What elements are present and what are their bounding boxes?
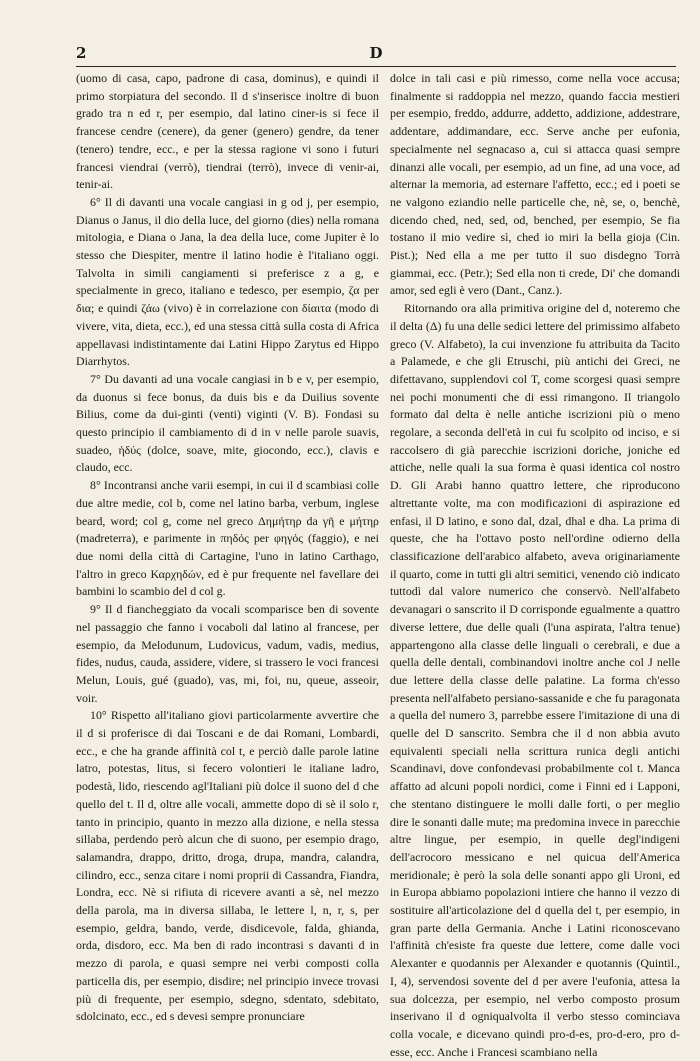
paragraph: Ritornando ora alla primitiva origine del d, noteremo che il delta (Δ) fu una delle sedici lettere del primissimo alfabeto greco (V. Alfabeto), la cui invenzione fu attribuita da Tacito a Palamede, e che gli Etruschi, più antichi dei Greci, ne difettavano, supplendovi col T, come scorgesi quasi sempre nei pochi monumenti che di essi rimangono. Il triangolo formato dal delta è nelle antiche iscrizioni più o meno regolare, a seconda dell'età in cui fu scolpito od inciso, e si raccolsero di già parecchie iscrizioni doriche, joniche ed attiche, nelle quali la sua forma è quasi identica col nostro D. Gli Arabi hanno quattro lettere, che riproducono altrettante volte, ma con modificazioni di aspirazione ed enfasi, il D latino, e sono dal, dzal, dhal e dha. La prima di queste, che ha l'ottavo posto nell'ordine odierno della classificazione dell'arabico alfabeto, aveva originariamente il quarto, come in tutti gli altri semitici, venendo ciò indicato tuttodì dal valore numerico che conservò. Nell'alfabeto devanagari o sanscrito il D corrisponde egualmente a quattro diverse lettere, due delle quali (l'una aspirata, l'altra tenue) appartengono alla classe delle linguali o cerebrali, e due a quella delle dentali, combinandovi inoltre anche col J nelle due lettere della classe delle palatine. La forma ch'esso presenta nell'alfabeto persiano-sassanide e che fu paragonata a quella del numero 3, parrebbe essere l'imitazione di una di quelle del D sanscrito. Sembra che il d non abbia avuto equivalenti speciali nella scrittura runica degli antichi Scandinavi, dove confondevasi probabilmente col t. Manca affatto ad alcuni popoli nordici, come i Finni ed i Lapponi, che stentano distinguere le molli dalle forti, o per meglio dire le sonanti dalle mute; ma predomina invece in parecchie altre lingue, per esempio, in quelle degl'indigeni dell'acrocoro messicano e nel quicua dell'America meridionale; è però la sola delle sonanti appo gli Uroni, ed in Europa abbiamo popolazioni intiere che hanno il vezzo di sostituire all'articolazione del d quella del t, per esempio, in gran parte della Germania. Anche i Latini riconoscevano l'affinità ch'esiste fra queste due lettere, come dalle voci Alexanter e quodannis per Alexander e quotannis (Quintil., I, 4), servendosi sovente del d per avere l'eufonia, attesa la sua dolcezza, per esempio, nel verbo composto prosum inserivano il d ogniqualvolta il verbo stesso cominciava colla vocale, e dicevano quindi pro-d-es, pro-d-ero, pro d-esse, ecc. Anche i Francesi scambiano nella — [390, 301, 680, 1059]
paragraph: 7° Du davanti ad una vocale cangiasi in b e v, per esempio, da duonus si fece bonus, da duis bis e da Duilius sovente Bilius, come da dui-ginti (venti) viginti (V. B). Fondasi su questo principio il cambiamento di d in v nelle parole suavis, suadeo, ἡδύς (dolce, soave, mite, giocondo, ecc.), clavis e claudo, ecc. — [76, 371, 379, 475]
right-column — [390, 70, 680, 1061]
header-rule — [76, 66, 676, 67]
paragraph: 6° Il di davanti una vocale cangiasi in g od j, per esempio, Dianus o Janus, il dio della luce, del giorno (dies) nella romana mitologia, e Diana o Jana, la dea della luce, come Jupiter è lo stesso che Diespiter, mentre il latino hodie è l'italiano oggi. Talvolta in simili cangiamenti si preferisce z a g, e specialmente in greco, italiano e tedesco, per esempio, ζα per δια; e quindi ζάω (vivo) è in correlazione con δίαιτα (modo di vivere, vita, dieta, ecc.), ed una stessa città sulla costa di Africa appellavasi indistintamente dai Latini Hippo Zarytus ed Hippo Diarrhytos. — [76, 194, 379, 369]
paragraph: dolce in tali casi e più rimesso, come nella voce accusa; finalmente si raddoppia nel mezzo, quando faccia mestieri per esempio, freddo, addurre, addetto, addizione, addestrare, addentare, addimandare, ecc. Serve anche per eufonia, specialmente nel segnacaso a, cui si attacca quasi sempre dinanzi alle vocali, per esempio, ad un fine, ad una voce, ad alternar la memoria, ad esternare l'affetto, ecc.; ed i poeti se ne valgono eziandio nelle particelle che, nè, se, o, benchè, dicendo ched, ned, sed, od, benched, per esempio, Se fia tostano il mio vedire sì, ched io miri la bella gioja (Cin. Pist.); Ned ella a me per tutto il suo disdegno Torrà giammai, ecc. (Petr.); Sed ella non ti crede, Di' che domandi amor, sed egli è vero (Dant., Canz.). — [390, 71, 680, 298]
paragraph: (uomo di casa, capo, padrone di casa, dominus), e quindi il primo storpiatura del secondo. Il d s'inserisce inoltre di buon grado tra n ed r, per esempio, dal latino ciner-is si fece il francese cendre (cenere), da gener (genero) gendre, da tener (tenero) tendre, ecc., e per la stessa ragione vi sono i futuri francesi viendrai (verrò), tiendrai (terrò), invece di venir-ai, tenir-ai. — [76, 71, 379, 192]
paragraph: 9° Il d fiancheggiato da vocali scomparisce ben di sovente nel passaggio che fanno i vocaboli dal latino al francese, per esempio, da Melodunum, Ludovicus, vadum, vadis, medius, fides, nudus, cauda, assidere, videre, si trassero le voci francesi Melun, Louis, gué (guado), vas, mi, foi, nu, queue, asseoir, voir. — [76, 602, 379, 705]
running-head: D — [369, 44, 383, 62]
page-number: 2 — [76, 44, 87, 62]
paragraph: 8° Incontransi anche varii esempi, in cui il d scambiasi colle due altre medie, col b, come nel latino barba, verbum, inglese beard, word; col g, come nel greco Δημήτηρ da γῆ e μήτηρ (madreterra), e parimente in πηδός per φηγός (faggio), e nei due nomi della città di Cartagine, l'uno in latino Carthago, l'altro in greco Καρχηδών, ed è pur frequente nel favellare dei bambini lo scambio del d col g. — [76, 478, 379, 599]
page-header — [76, 44, 676, 66]
paragraph: 10° Rispetto all'italiano giovi particolarmente avvertire che il d si proferisce di dai Toscani e de dai Romani, Lombardi, ecc., e che ha grande affinità col t, e perciò dalle parole latine latro, potestas, litus, si fecero volontieri le italiane ladro, podestà, lido, riescendo agl'Italiani più dolce il suono del d che quello del t. Il d, oltre alle vocali, ammette dopo di sè il solo r, tanto in principio, quanto in mezzo alla dizione, e nella stessa sillaba, perdendo però alcun che di suono, per esempio drago, salamandra, drappo, dritto, droga, drupa, mandra, calandra, cilindro, ecc., senza citare i nomi proprii di Cassandra, Fiandra, Londra, ecc. Nè si rifiuta di ricevere avanti a sè, nel mezzo della parola, ma in diversa sillaba, le lettere l, n, r, s, per esempio, geldra, bando, verde, disdicevole, falda, ghianda, orda, disdoro, ecc. Ma ben di rado incontrasi s davanti d in mezzo di parola, e quasi sempre nei verbi composti colla particella dis, per esempio, disdire; nel principio invece trovasi più di frequente, per esempio, sdegno, sdentato, sdebitato, sdolcinato, ecc., ed s devesi sempre pronunciare — [76, 708, 379, 1024]
left-column — [76, 70, 379, 1026]
